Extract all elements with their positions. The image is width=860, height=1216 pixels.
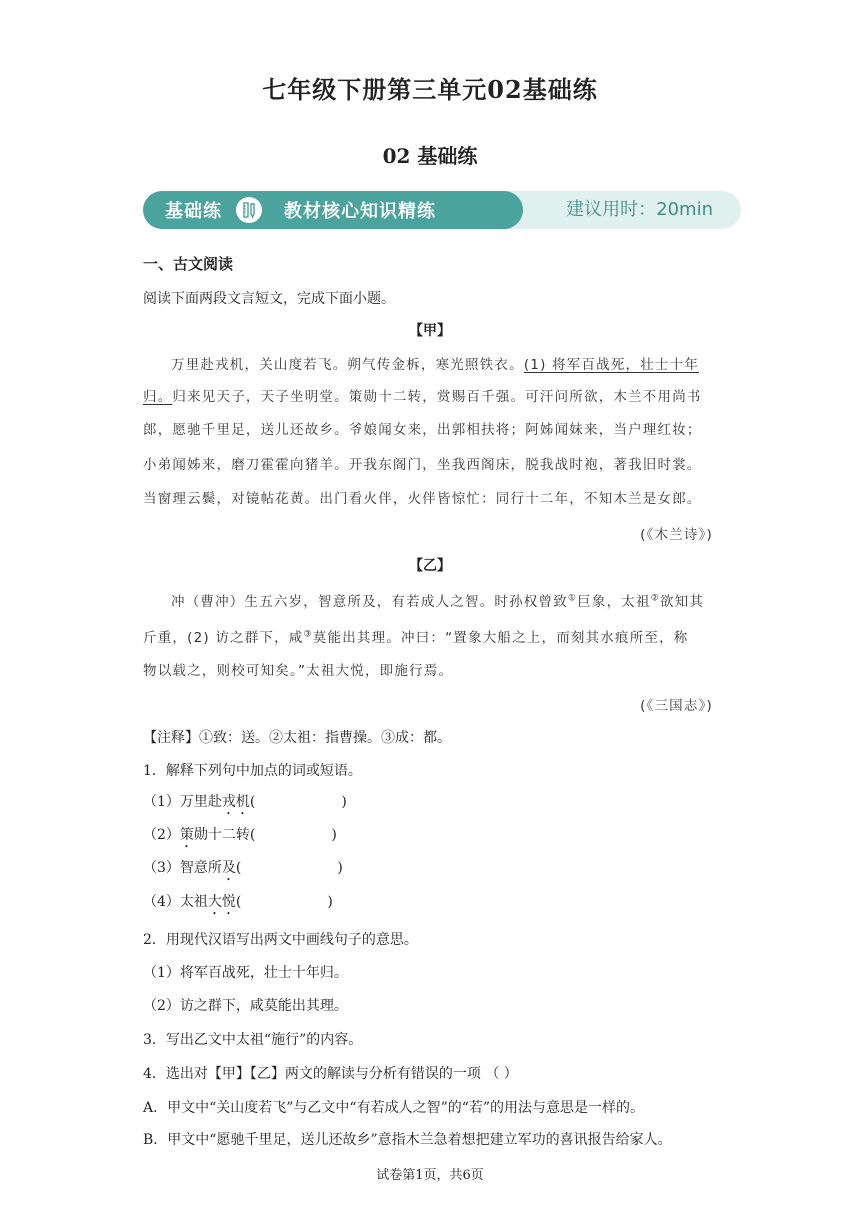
banner-label-time: 建议用时：20min bbox=[566, 199, 713, 220]
jia-underlined-sentence-part1: (1) 将军百战死，壮士十年 bbox=[523, 357, 700, 373]
q1-item4-dotted-word: 大悦 bbox=[207, 894, 236, 910]
practice-banner bbox=[143, 191, 741, 229]
q1-item4-prefix: （4）太祖 bbox=[143, 894, 208, 910]
yi-line-2-text-a: 斤重，(2) 访之群下，咸 bbox=[143, 630, 304, 646]
page-footer: 试卷第1页，共6页 bbox=[376, 1168, 484, 1183]
q1-item2-prefix: （2） bbox=[143, 827, 180, 843]
q1-item2-dotted-word: 策 bbox=[179, 827, 194, 843]
q1-item2-text: 勋十二转( bbox=[193, 827, 256, 843]
yi-line-1-text-a: 冲（曹冲）生五六岁，智意所及，有若成人之智。时孙权曾致 bbox=[171, 594, 568, 610]
passage-jia-line-1 bbox=[143, 353, 743, 373]
question-4: 4．选出对【甲】【乙】两文的解读与分析有错误的一项 （ ） bbox=[143, 1066, 518, 1082]
instruction-text: 阅读下面两段文言短文，完成下面小题。 bbox=[143, 291, 395, 307]
q1-item3-prefix: （3）智意所 bbox=[143, 860, 222, 876]
question-2-item-2: （2）访之群下，咸莫能出其理。 bbox=[143, 998, 348, 1014]
passage-jia-line-3: 郎，愿驰千里足，送儿还故乡。爷娘闻女来，出郭相扶将；阿姊闻妹来，当户理红妆； bbox=[143, 422, 702, 438]
yi-line-1-text-c: 欲知其 bbox=[659, 594, 705, 610]
banner-label-basic: 基础练 bbox=[165, 201, 222, 222]
banner-label-core: 教材核心知识精练 bbox=[284, 201, 436, 222]
section-subtitle: 02 基础练 bbox=[382, 144, 478, 168]
passage-jia-heading: 【甲】 bbox=[409, 323, 451, 339]
jia-underlined-sentence-part2: 归。 bbox=[143, 389, 173, 405]
passage-yi-line-1 bbox=[143, 590, 743, 610]
passage-jia-line-4: 小弟闻姊来，磨刀霍霍向猪羊。开我东阁门，坐我西阁床，脱我战时袍，著我旧时裳。 bbox=[143, 457, 702, 473]
question-3: 3．写出乙文中太祖“施行”的内容。 bbox=[143, 1032, 363, 1048]
question-4-option-b[interactable]: B．甲文中“愿驰千里足，送儿还故乡”意指木兰急着想把建立军功的喜讯报告给家人。 bbox=[143, 1132, 672, 1148]
jia-line-2-text: 归来见天子，天子坐明堂。策勋十二转，赏赐百千强。可汗问所欲，木兰不用尚书 bbox=[172, 389, 702, 405]
q1-item1-dotted-word: 戎机 bbox=[221, 794, 250, 810]
ruler-pencil-icon bbox=[236, 197, 262, 223]
passage-yi-line-3: 物以载之，则校可知矣。”太祖大悦，即施行焉。 bbox=[143, 663, 454, 679]
question-1-item-2 bbox=[143, 825, 337, 851]
document-title: 七年级下册第三单元02基础练 bbox=[262, 75, 598, 104]
q1-item3-dotted-word: 及 bbox=[221, 860, 236, 876]
annotation-note: 【注释】①致：送。②太祖：指曹操。③成：都。 bbox=[143, 730, 451, 746]
question-4-option-a[interactable]: A．甲文中“关山度若飞”与乙文中“有若成人之智”的“若”的用法与意思是一样的。 bbox=[143, 1100, 645, 1116]
question-2-item-1: （1）将军百战死，壮士十年归。 bbox=[143, 965, 348, 981]
passage-jia-source: (《木兰诗》) bbox=[640, 527, 713, 543]
jia-line-1-text: 万里赴戎机，关山度若飞。朔气传金柝，寒光照铁衣。 bbox=[171, 357, 524, 373]
footnote-mark-2: ② bbox=[650, 593, 660, 604]
footnote-mark-1: ① bbox=[567, 593, 578, 604]
section-heading: 一、古文阅读 bbox=[143, 255, 234, 273]
q1-item4-close: ) bbox=[327, 894, 333, 910]
passage-yi-heading: 【乙】 bbox=[409, 558, 451, 574]
passage-jia-line-2 bbox=[143, 385, 715, 405]
footnote-mark-3: ③ bbox=[303, 629, 313, 640]
q1-item2-close: ) bbox=[331, 827, 337, 843]
yi-line-1-text-b: 巨象，太祖 bbox=[577, 594, 651, 610]
banner-dark-segment bbox=[143, 191, 523, 229]
question-1-item-3 bbox=[143, 858, 343, 884]
question-2: 2．用现代汉语写出两文中画线句子的意思。 bbox=[143, 932, 418, 948]
passage-jia-line-5: 当窗理云鬓，对镜帖花黄。出门看火伴，火伴皆惊忙：同行十二年，不知木兰是女郎。 bbox=[143, 491, 702, 507]
q1-item1-close: ) bbox=[341, 794, 347, 810]
q1-item3-close: ) bbox=[337, 860, 343, 876]
question-1-item-4 bbox=[143, 892, 333, 918]
q1-item1-open: ( bbox=[249, 794, 256, 810]
q1-item1-prefix: （1）万里赴 bbox=[143, 794, 222, 810]
question-1: 1．解释下列句中加点的词或短语。 bbox=[143, 763, 362, 779]
q1-item3-open: ( bbox=[235, 860, 242, 876]
question-1-item-1 bbox=[143, 792, 347, 818]
passage-yi-source: (《三国志》) bbox=[640, 698, 713, 714]
passage-yi-line-2 bbox=[143, 626, 715, 646]
q1-item4-open: ( bbox=[235, 894, 242, 910]
yi-line-2-text-b: 莫能出其理。冲曰：“置象大船之上，而刻其水痕所至，称 bbox=[312, 630, 689, 646]
